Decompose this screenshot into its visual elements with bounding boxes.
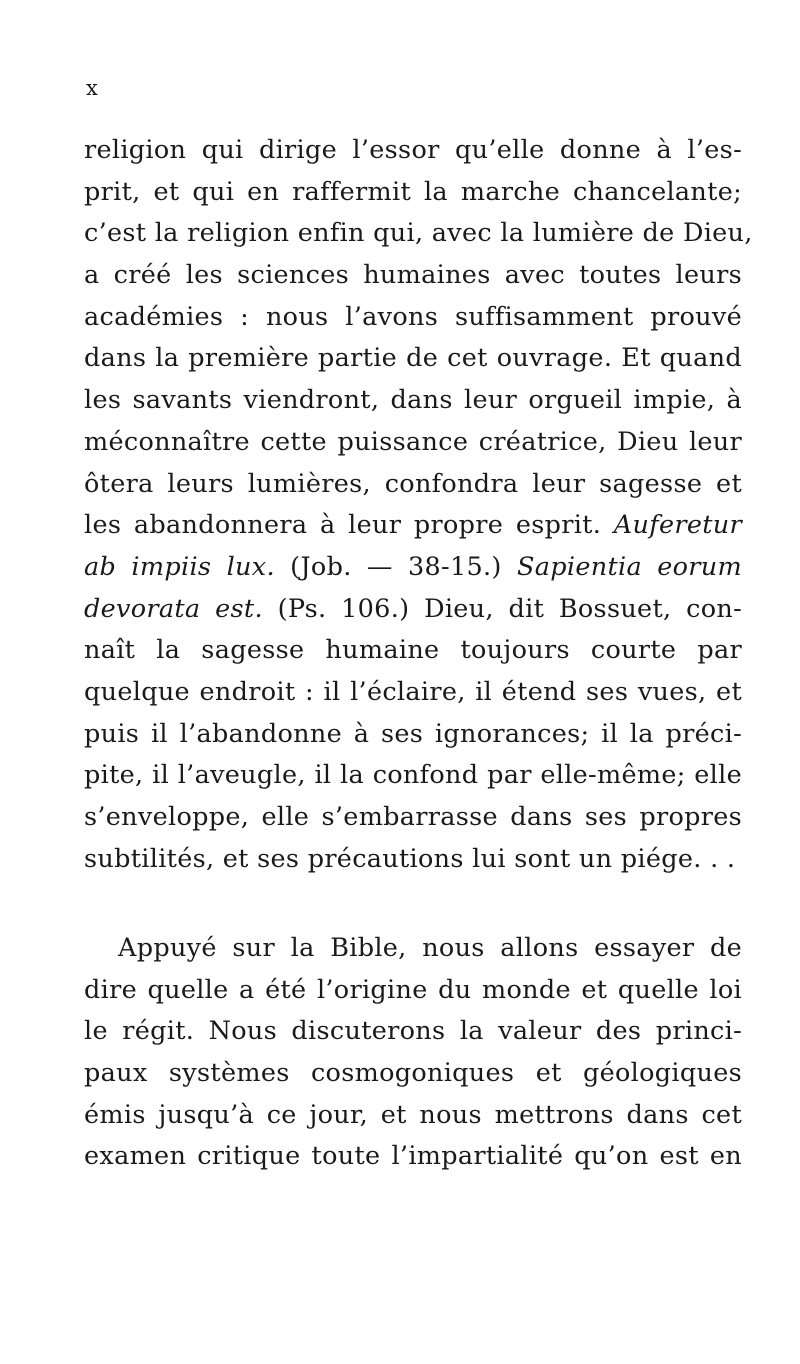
text-line: académies : nous l’avons suffisamment prouvé <box>84 301 742 332</box>
text-line: dire quelle a été l’origine du monde et quelle loi <box>84 974 742 1005</box>
text-line: Appuyé sur la Bible, nous allons essayer de <box>118 933 742 963</box>
paragraph-2 <box>84 928 742 1178</box>
text-line: le régit. Nous discuterons la valeur des princi- <box>84 1016 742 1047</box>
text-line: ôtera leurs lumières, confondra leur sagesse et <box>84 468 742 499</box>
text-line: examen critique toute l’impartialité qu’on est en <box>84 1141 742 1172</box>
text-line: religion qui dirige l’essor qu’elle donne à l’es- <box>84 135 742 165</box>
latin-quotation: ab impiis lux. <box>84 551 275 582</box>
text-line-with-italic: ab impiis lux. (Job. — 38-15.) Sapientia eorum <box>84 551 742 582</box>
text-line: s’enveloppe, elle s’embarrasse dans ses propres <box>84 802 742 832</box>
text-line: pite, il l’aveugle, il la confond par elle-même; elle <box>84 760 742 791</box>
latin-quotation: Auferetur <box>613 510 742 541</box>
paragraph-1 <box>84 130 753 880</box>
text-line: émis jusqu’à ce jour, et nous mettrons dans cet <box>84 1099 742 1130</box>
latin-quotation: Sapientia eorum <box>516 551 742 582</box>
text-line: c’est la religion enfin qui, avec la lumière de Dieu, <box>84 218 753 249</box>
text-line: puis il l’abandonne à ses ignorances; il la préci- <box>84 718 742 749</box>
text-line: quelque endroit : il l’éclaire, il étend ses vues, et <box>84 676 742 707</box>
latin-quotation: devorata est. <box>84 593 263 624</box>
text-line: naît la sagesse humaine toujours courte par <box>84 635 742 666</box>
text-line: a créé les sciences humaines avec toutes leurs <box>84 260 742 291</box>
text-line: paux systèmes cosmogoniques et géologiques <box>84 1058 742 1089</box>
page-number: x <box>86 76 99 100</box>
text-line: prit, et qui en raffermit la marche chancelante; <box>84 176 742 207</box>
text-line-with-italic: devorata est. (Ps. 106.) Dieu, dit Bossuet, con- <box>84 593 742 624</box>
text-line: méconnaître cette puissance créatrice, Dieu leur <box>84 426 742 457</box>
text-line-with-italic: les abandonnera à leur propre esprit. Auferetur <box>84 510 742 541</box>
text-line: les savants viendront, dans leur orgueil impie, à <box>84 385 742 416</box>
text-line: subtilités, et ses précautions lui sont un piége. . . <box>84 843 736 874</box>
text-line: dans la première partie de cet ouvrage. Et quand <box>84 343 742 374</box>
